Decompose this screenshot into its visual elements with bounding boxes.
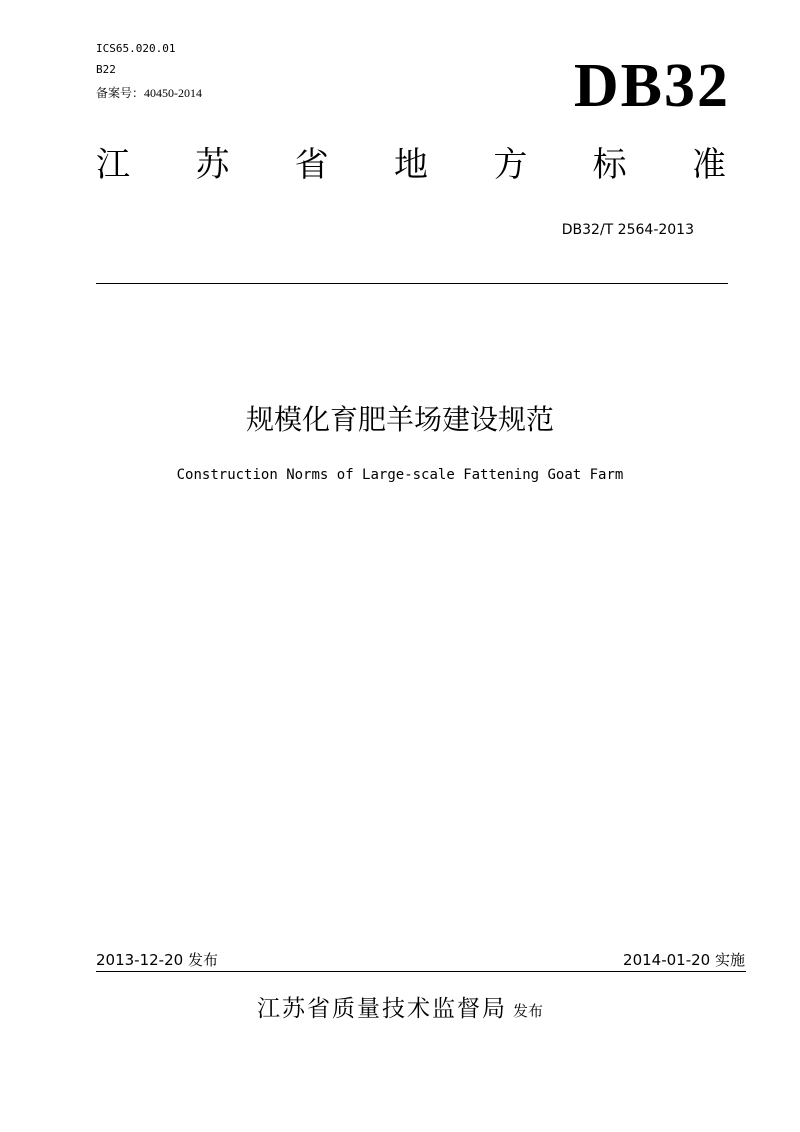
issue-date: 2013-12-20 发布 — [96, 951, 218, 969]
classification-code: B22 — [96, 63, 116, 76]
standard-type-char: 准 — [691, 145, 726, 185]
issuer-action: 发布 — [512, 1002, 543, 1020]
standard-type-char: 省 — [294, 145, 329, 185]
standard-type — [96, 145, 726, 185]
standard-type-char: 苏 — [195, 145, 230, 185]
standard-number: DB32/T 2564-2013 — [561, 222, 694, 238]
title-english: Construction Norms of Large-scale Fattening Goat Farm — [176, 467, 624, 483]
standard-type-char: 地 — [393, 145, 428, 185]
record-number-value: 40450-2014 — [144, 86, 203, 100]
record-label: 备案号： — [96, 86, 145, 100]
title-chinese: 规模化育肥羊场建设规范 — [245, 403, 554, 436]
footer-divider — [96, 971, 746, 972]
standard-type-char: 江 — [96, 145, 130, 185]
standard-type-char: 标 — [592, 145, 627, 185]
issuer — [0, 990, 800, 1023]
ics-code: ICS65.020.01 — [96, 42, 176, 55]
standard-type-char: 方 — [493, 145, 528, 185]
issuer-organization: 江苏省质量技术监督局 — [256, 996, 507, 1022]
db-code-logo: DB32 — [573, 52, 730, 120]
header-divider — [96, 283, 728, 284]
record-number — [96, 84, 202, 101]
implementation-date: 2014-01-20 实施 — [623, 951, 745, 969]
